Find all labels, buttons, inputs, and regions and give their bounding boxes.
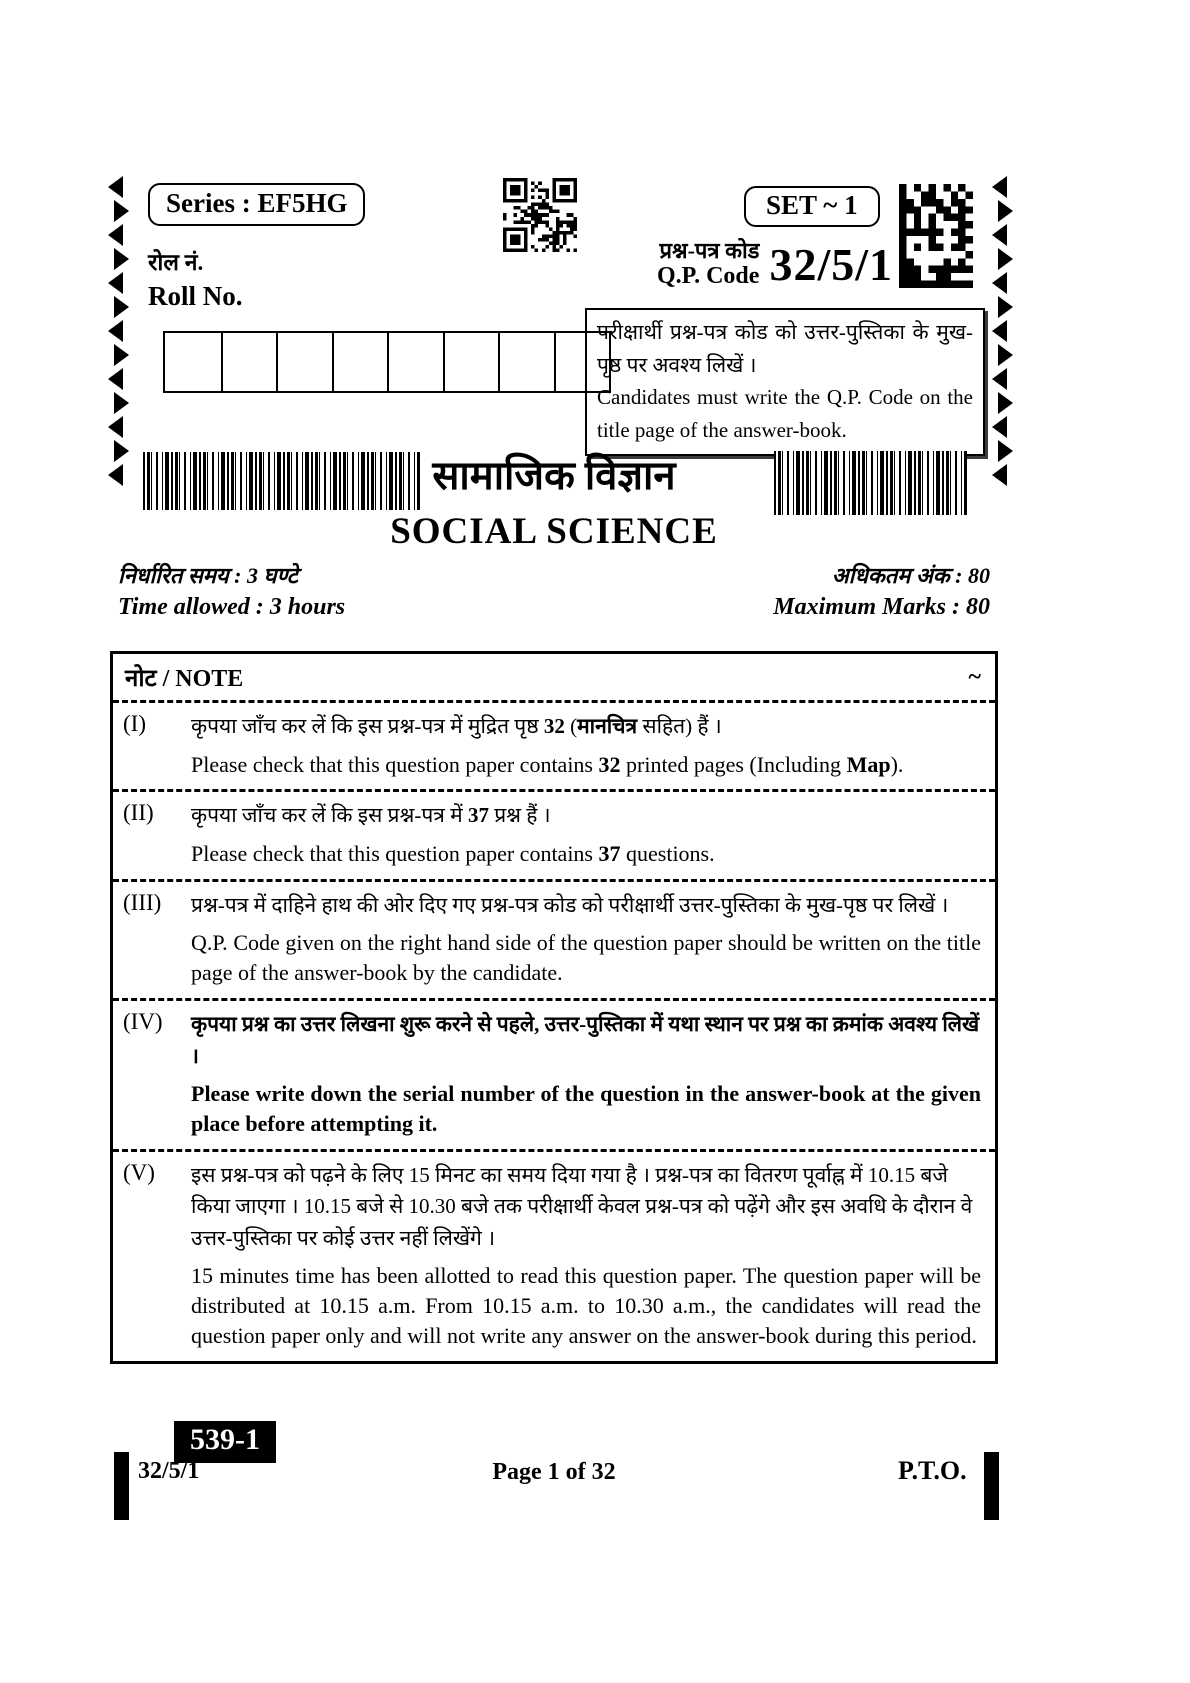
roll-number-cell xyxy=(332,333,388,391)
note-item-text-english: Please check that this question paper contains 37 questions. xyxy=(191,840,715,866)
time-allowed-english: Time allowed : 3 hours xyxy=(118,594,346,620)
paper-code-badge: 539-1 xyxy=(174,1421,276,1463)
roll-number-label-hindi: रोल नं. xyxy=(148,250,204,275)
series-box xyxy=(148,183,365,226)
note-item-text-hindi: इस प्रश्न-पत्र को पढ़ने के लिए 15 मिनट का समय दिया गया है । प्रश्न-पत्र का वितरण पूर्वाह्न में 10.15 बजे किया जाएगा । 10.15 बजे से 10.30 बजे तक परीक्षार्थी केवल प्रश्न-पत्र को पढ़ेंगे और इस अवधि के दौरान वे उत्तर-पुस्तिका पर कोई उत्तर नहीं लिखेंगे । xyxy=(191,1162,973,1250)
footer-right-bar xyxy=(984,1452,999,1520)
zigzag-triangle xyxy=(992,320,1007,342)
note-item-text-hindi: कृपया जाँच कर लें कि इस प्रश्न-पत्र में मुद्रित पृष्ठ 32 (मानचित्र सहित) हैं । xyxy=(191,714,722,738)
maximum-marks-hindi: अधिकतम अंक : 80 xyxy=(831,563,990,588)
note-item-text-hindi: कृपया जाँच कर लें कि इस प्रश्न-पत्र में 37 प्रश्न हैं । xyxy=(191,803,551,828)
maximum-marks-english: Maximum Marks : 80 xyxy=(773,594,990,620)
roll-number-label-english: Roll No. xyxy=(148,281,243,311)
note-item-5 xyxy=(113,1149,995,1361)
set-box xyxy=(744,186,880,227)
zigzag-triangle xyxy=(114,200,129,222)
page-number: Page 1 of 32 xyxy=(492,1459,616,1485)
note-item-text-english: Please check that this question paper contains 32 printed pages (Including Map). xyxy=(191,751,904,777)
time-allowed-hindi: निर्धारित समय : 3 घण्टे xyxy=(118,563,298,588)
footer-paper-code: 32/5/1 xyxy=(138,1458,200,1484)
roll-number-cell xyxy=(221,333,277,391)
note-item-1 xyxy=(113,700,995,789)
zigzag-triangle xyxy=(998,248,1013,270)
note-item-text-english: 15 minutes time has been allotted to read this question paper. The question paper will be distributed at 10.15 a.m. From 10.15 a.m. to 10.30 a.m., the candidates will read the question paper only and will not write any answer on the answer-book during this period. xyxy=(191,1263,981,1349)
zigzag-triangle xyxy=(114,248,129,270)
set-label: SET ~ 1 xyxy=(766,190,858,220)
zigzag-triangle xyxy=(108,320,123,342)
zigzag-triangle xyxy=(998,392,1013,414)
roll-number-grid xyxy=(163,331,611,393)
zigzag-triangle xyxy=(992,272,1007,294)
note-item-text-hindi: कृपया प्रश्न का उत्तर लिखना शुरू करने से पहले, उत्तर-पुस्तिका में यथा स्थान पर प्रश्न का क्रमांक अवश्य लिखें । xyxy=(191,1012,980,1068)
zigzag-triangle xyxy=(108,224,123,246)
candidate-instruction-hindi: परीक्षार्थी प्रश्न-पत्र कोड को उत्तर-पुस्तिका के मुख-पृष्ठ पर अवश्य लिखें । xyxy=(597,320,973,377)
zigzag-triangle xyxy=(992,416,1007,438)
left-zigzag-border xyxy=(108,176,129,486)
note-table xyxy=(110,651,998,1364)
note-item-3 xyxy=(113,879,995,998)
note-tilde: ~ xyxy=(968,664,981,690)
roll-number-cell xyxy=(443,333,499,391)
zigzag-triangle xyxy=(108,368,123,390)
subject-title-english: SOCIAL SCIENCE xyxy=(390,511,718,552)
note-header xyxy=(113,654,995,700)
zigzag-triangle xyxy=(108,272,123,294)
note-item-2 xyxy=(113,789,995,878)
zigzag-triangle xyxy=(114,296,129,318)
zigzag-triangle xyxy=(114,392,129,414)
note-item-text-english: Q.P. Code given on the right hand side of the question paper should be written on the title page of the answer-book by the candidate. xyxy=(191,930,981,986)
qp-code-value: 32/5/1 xyxy=(769,239,893,290)
zigzag-triangle xyxy=(992,368,1007,390)
note-item-number: (IV) xyxy=(123,1009,163,1035)
zigzag-triangle xyxy=(998,344,1013,366)
qp-code-block xyxy=(585,238,893,291)
zigzag-triangle xyxy=(992,224,1007,246)
data-matrix-code-icon xyxy=(899,184,973,288)
series-label: Series : EF5HG xyxy=(166,188,348,218)
note-item-text-hindi: प्रश्न-पत्र में दाहिने हाथ की ओर दिए गए प्रश्न-पत्र कोड को परीक्षार्थी उत्तर-पुस्तिका के मुख-पृष्ठ पर लिखें । xyxy=(191,892,949,917)
zigzag-triangle xyxy=(998,440,1013,462)
pto-label: P.T.O. xyxy=(898,1456,967,1485)
zigzag-triangle xyxy=(108,416,123,438)
roll-number-cell xyxy=(276,333,332,391)
right-zigzag-border xyxy=(992,176,1013,486)
roll-number-cell xyxy=(165,333,221,391)
qr-code-icon xyxy=(503,177,577,253)
note-item-text-english: Please write down the serial number of the question in the answer-book at the given place before attempting it. xyxy=(191,1081,981,1137)
note-item-number: (III) xyxy=(123,889,162,915)
zigzag-triangle xyxy=(998,296,1013,318)
note-item-number: (I) xyxy=(123,711,146,736)
note-item-number: (V) xyxy=(123,1159,155,1185)
note-heading: नोट / NOTE xyxy=(125,666,244,692)
roll-number-cell xyxy=(498,333,554,391)
zigzag-triangle xyxy=(108,176,123,198)
roll-number-cell xyxy=(387,333,443,391)
note-item-number: (II) xyxy=(123,800,154,826)
note-item-4 xyxy=(113,998,995,1149)
qp-code-label-english: Q.P. Code xyxy=(656,263,760,290)
zigzag-triangle xyxy=(114,344,129,366)
candidate-instruction-box xyxy=(585,308,985,456)
candidate-instruction-english: Candidates must write the Q.P. Code on the title page of the answer-book. xyxy=(597,385,973,442)
qp-code-label-hindi: प्रश्न-पत्र कोड xyxy=(659,238,760,264)
subject-title-hindi: सामाजिक विज्ञान xyxy=(432,453,676,498)
zigzag-triangle xyxy=(998,200,1013,222)
zigzag-triangle xyxy=(992,176,1007,198)
time-marks-block xyxy=(118,560,990,621)
